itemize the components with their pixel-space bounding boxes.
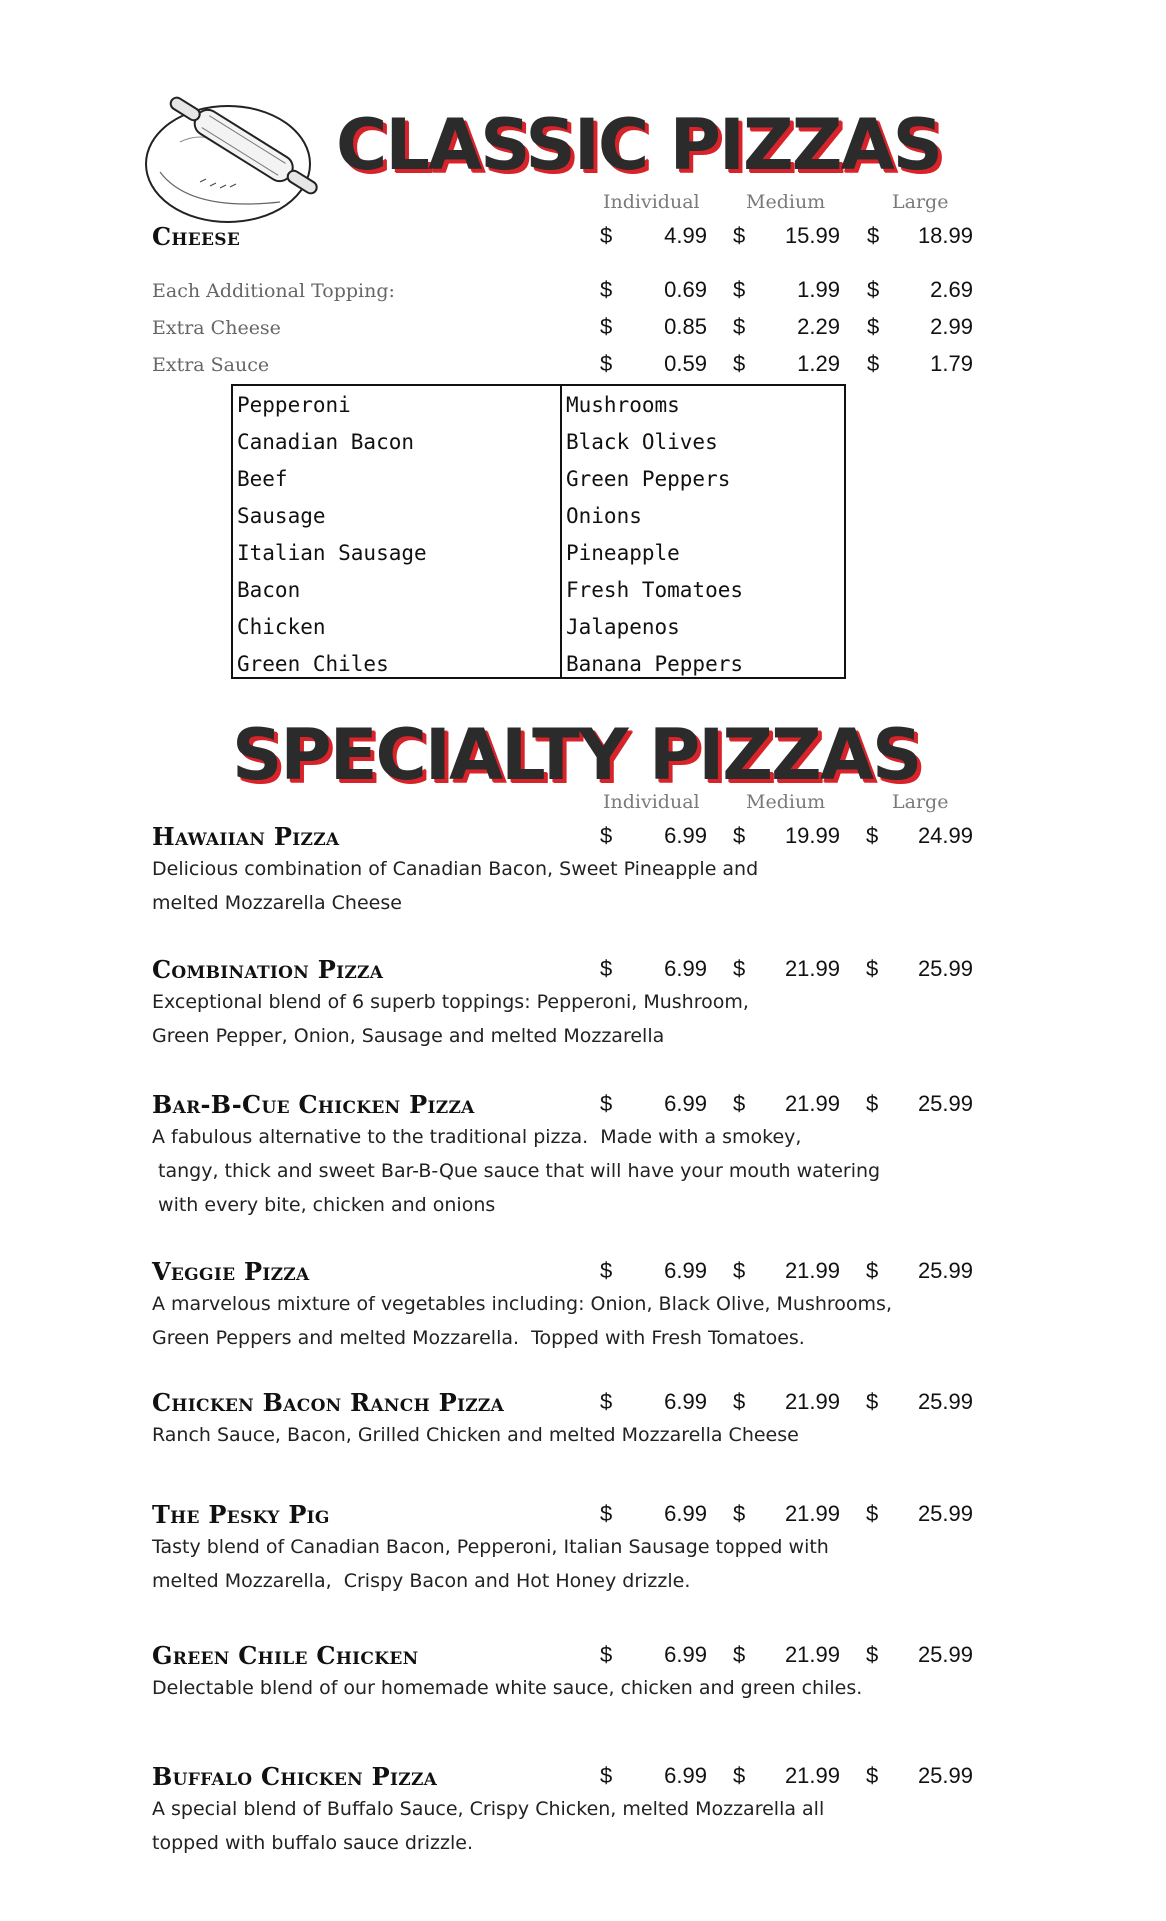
specialty-item-description: Ranch Sauce, Bacon, Grilled Chicken and melted Mozzarella Cheese bbox=[152, 1424, 799, 1446]
price-large: 25.99 bbox=[917, 1763, 973, 1788]
price-individual: 6.99 bbox=[664, 823, 707, 848]
specialty-item-description: Tasty blend of Canadian Bacon, Pepperoni, Italian Sausage topped with bbox=[152, 1536, 829, 1558]
extra-cheese-price-medium: 2.29 bbox=[797, 314, 840, 339]
price-large: 25.99 bbox=[917, 1389, 973, 1414]
specialty-item-name: The Pesky Pig bbox=[152, 1500, 330, 1529]
price-large: 25.99 bbox=[917, 1258, 973, 1283]
classic-pizzas-title: CLASSIC PIZZAS bbox=[336, 104, 942, 186]
cheese-item-name: Cheese bbox=[152, 222, 241, 251]
currency-symbol: $ bbox=[600, 1389, 613, 1414]
extra-topping-price-medium: 1.99 bbox=[797, 277, 840, 302]
specialty-item-description: melted Mozzarella Cheese bbox=[152, 892, 402, 914]
price-medium: 21.99 bbox=[784, 1501, 840, 1526]
currency-symbol: $ bbox=[733, 823, 746, 848]
topping-item: Canadian Bacon bbox=[237, 430, 415, 454]
topping-item: Green Peppers bbox=[566, 467, 731, 491]
price-medium: 21.99 bbox=[784, 1258, 840, 1283]
topping-item: Sausage bbox=[237, 504, 326, 528]
specialty-item-name: Veggie Pizza bbox=[152, 1257, 310, 1286]
col-header-large: Large bbox=[892, 191, 949, 213]
specialty-item-description: A marvelous mixture of vegetables including: Onion, Black Olive, Mushrooms, bbox=[152, 1293, 892, 1315]
specialty-item-description: Exceptional blend of 6 superb toppings: Pepperoni, Mushroom, bbox=[152, 991, 749, 1013]
specialty-item-name: Bar-B-Cue Chicken Pizza bbox=[152, 1090, 475, 1119]
currency-symbol: $ bbox=[733, 1501, 746, 1526]
extra-topping-price-individual: 0.69 bbox=[664, 277, 707, 302]
topping-item: Onions bbox=[566, 504, 642, 528]
specialty-pizzas-title: SPECIALTY PIZZAS bbox=[232, 714, 921, 796]
currency-symbol: $ bbox=[866, 1501, 879, 1526]
col-header-individual: Individual bbox=[603, 791, 700, 813]
specialty-item-name: Chicken Bacon Ranch Pizza bbox=[152, 1388, 505, 1417]
price-medium: 21.99 bbox=[784, 1763, 840, 1788]
topping-item: Pepperoni bbox=[237, 393, 351, 417]
currency-symbol: $ bbox=[733, 1642, 746, 1667]
topping-item: Banana Peppers bbox=[566, 652, 744, 676]
currency-symbol: $ bbox=[733, 1763, 746, 1788]
col-header-individual: Individual bbox=[603, 191, 700, 213]
price-individual: 6.99 bbox=[664, 956, 707, 981]
specialty-item-description: topped with buffalo sauce drizzle. bbox=[152, 1832, 473, 1854]
price-large: 25.99 bbox=[917, 1091, 973, 1116]
price-individual: 6.99 bbox=[664, 1763, 707, 1788]
price-medium: 15.99 bbox=[784, 223, 840, 248]
extra-sauce-label: Extra Sauce bbox=[152, 354, 270, 376]
currency-symbol: $ bbox=[733, 1389, 746, 1414]
topping-item: Green Chiles bbox=[237, 652, 389, 676]
specialty-item-description: Green Peppers and melted Mozzarella. Topped with Fresh Tomatoes. bbox=[152, 1327, 805, 1349]
currency-symbol: $ bbox=[600, 1642, 613, 1667]
specialty-item-description: Green Pepper, Onion, Sausage and melted Mozzarella bbox=[152, 1025, 665, 1047]
currency-symbol: $ bbox=[733, 1091, 746, 1116]
topping-item: Italian Sausage bbox=[237, 541, 427, 565]
topping-item: Chicken bbox=[237, 615, 326, 639]
currency-symbol: $ bbox=[866, 956, 879, 981]
topping-item: Black Olives bbox=[566, 430, 718, 454]
currency-symbol: $ bbox=[600, 956, 613, 981]
currency-symbol: $ bbox=[733, 1258, 746, 1283]
currency-symbol: $ bbox=[866, 1258, 879, 1283]
price-individual: 6.99 bbox=[664, 1389, 707, 1414]
specialty-item-name: Combination Pizza bbox=[152, 955, 384, 984]
extra-topping-price-large: 2.69 bbox=[930, 277, 973, 302]
extra-topping-label: Each Additional Topping: bbox=[152, 280, 395, 302]
topping-item: Mushrooms bbox=[566, 393, 680, 417]
topping-item: Beef bbox=[237, 467, 288, 491]
specialty-item-name: Hawaiian Pizza bbox=[152, 822, 340, 851]
col-header-large: Large bbox=[892, 791, 949, 813]
specialty-item-description: Delectable blend of our homemade white sauce, chicken and green chiles. bbox=[152, 1677, 863, 1699]
specialty-item-description: A fabulous alternative to the traditional pizza. Made with a smokey, bbox=[152, 1126, 802, 1148]
price-large: 24.99 bbox=[917, 823, 973, 848]
topping-item: Fresh Tomatoes bbox=[566, 578, 744, 602]
specialty-item-description: Delicious combination of Canadian Bacon, Sweet Pineapple and bbox=[152, 858, 759, 880]
col-header-medium: Medium bbox=[746, 791, 826, 813]
extra-cheese-label: Extra Cheese bbox=[152, 317, 281, 339]
price-individual: 6.99 bbox=[664, 1091, 707, 1116]
currency-symbol: $ bbox=[600, 1763, 613, 1788]
currency-symbol: $ bbox=[600, 1091, 613, 1116]
price-medium: 21.99 bbox=[784, 1091, 840, 1116]
currency-symbol: $ bbox=[866, 1763, 879, 1788]
price-medium: 21.99 bbox=[784, 1389, 840, 1414]
currency-symbol: $ bbox=[600, 823, 613, 848]
dough-and-rolling-pin-icon bbox=[140, 82, 340, 232]
price-individual: 6.99 bbox=[664, 1642, 707, 1667]
price-large: 18.99 bbox=[917, 223, 973, 248]
topping-item: Jalapenos bbox=[566, 615, 680, 639]
extra-sauce-price-individual: 0.59 bbox=[664, 351, 707, 376]
specialty-item-name: Buffalo Chicken Pizza bbox=[152, 1762, 438, 1791]
extra-cheese-price-individual: 0.85 bbox=[664, 314, 707, 339]
currency-symbol: $ bbox=[866, 1642, 879, 1667]
price-medium: 19.99 bbox=[784, 823, 840, 848]
currency-symbol: $ bbox=[600, 1258, 613, 1283]
price-individual: 4.99 bbox=[664, 223, 707, 248]
extra-sauce-price-medium: 1.29 bbox=[797, 351, 840, 376]
toppings-left-column bbox=[237, 390, 427, 686]
specialty-item-name: Green Chile Chicken bbox=[152, 1641, 419, 1670]
currency-symbol: $ bbox=[733, 956, 746, 981]
col-header-medium: Medium bbox=[746, 191, 826, 213]
toppings-table bbox=[231, 384, 846, 679]
price-large: 25.99 bbox=[917, 956, 973, 981]
topping-item: Pineapple bbox=[566, 541, 680, 565]
price-individual: 6.99 bbox=[664, 1258, 707, 1283]
specialty-item-description: tangy, thick and sweet Bar-B-Que sauce that will have your mouth watering bbox=[152, 1160, 881, 1182]
price-individual: 6.99 bbox=[664, 1501, 707, 1526]
price-large: 25.99 bbox=[917, 1642, 973, 1667]
toppings-divider bbox=[560, 386, 562, 677]
topping-item: Bacon bbox=[237, 578, 301, 602]
currency-symbol: $ bbox=[866, 1091, 879, 1116]
specialty-item-description: A special blend of Buffalo Sauce, Crispy Chicken, melted Mozzarella all bbox=[152, 1798, 825, 1820]
extra-sauce-price-large: 1.79 bbox=[930, 351, 973, 376]
specialty-item-description: with every bite, chicken and onions bbox=[152, 1194, 496, 1216]
price-medium: 21.99 bbox=[784, 956, 840, 981]
extra-cheese-price-large: 2.99 bbox=[930, 314, 973, 339]
price-medium: 21.99 bbox=[784, 1642, 840, 1667]
price-large: 25.99 bbox=[917, 1501, 973, 1526]
currency-symbol: $ bbox=[866, 823, 879, 848]
currency-symbol: $ bbox=[600, 1501, 613, 1526]
currency-symbol: $ bbox=[866, 1389, 879, 1414]
toppings-right-column bbox=[566, 390, 743, 686]
specialty-item-description: melted Mozzarella, Crispy Bacon and Hot Honey drizzle. bbox=[152, 1570, 691, 1592]
